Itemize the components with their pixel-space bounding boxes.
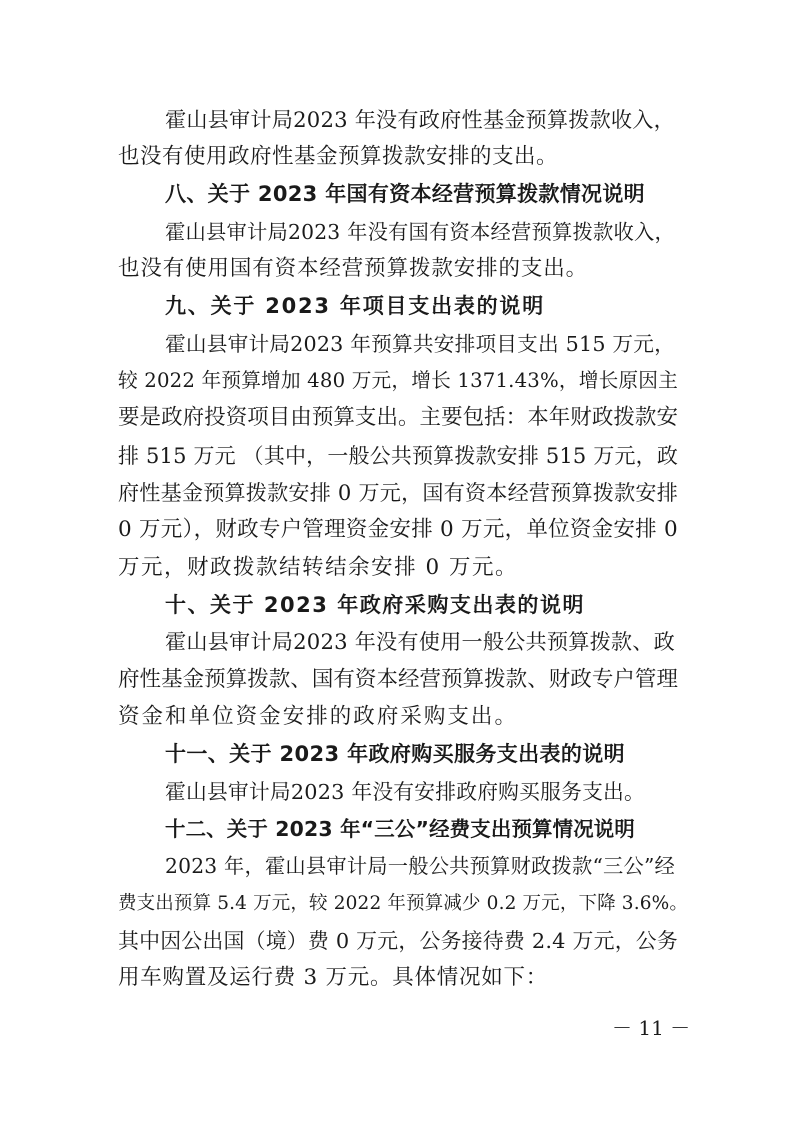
body-line: 霍山县审计局2023 年预算共安排项目支出 515 万元，	[165, 332, 675, 356]
body-line: 霍山县审计局2023 年没有国有资本经营预算拨款收入，	[165, 220, 675, 244]
section-heading-11: 十一、关于 2023 年政府购买服务支出表的说明	[165, 742, 625, 766]
section-heading-9: 九、关于 2023 年项目支出表的说明	[165, 294, 545, 318]
section-heading-10: 十、关于 2023 年政府采购支出表的说明	[165, 593, 585, 617]
body-line: 要是政府投资项目由预算支出。主要包括：本年财政拨款安	[118, 405, 678, 430]
body-line: 用车购置及运行费 3 万元。具体情况如下：	[118, 965, 548, 990]
body-line: 万元，财政拨款结转结余安排 0 万元。	[118, 555, 518, 580]
section-heading-12: 十二、关于 2023 年“三公”经费支出预算情况说明	[165, 817, 635, 841]
body-line: 资金和单位资金安排的政府采购支出。	[118, 704, 518, 729]
body-line: 排 515 万元 （其中，一般公共预算拨款安排 515 万元，政	[118, 444, 678, 468]
body-line: 霍山县审计局2023 年没有政府性基金预算拨款收入，	[165, 107, 675, 132]
body-line: 霍山县审计局2023 年没有使用一般公共预算拨款、政	[165, 629, 675, 654]
page-number: － 11 －	[612, 1016, 691, 1040]
body-line: 0 万元），财政专户管理资金安排 0 万元，单位资金安排 0	[118, 517, 678, 542]
body-line: 也没有使用政府性基金预算拨款安排的支出。	[118, 144, 558, 169]
body-line: 其中因公出国（境）费 0 万元，公务接待费 2.4 万元，公务	[118, 929, 678, 953]
body-line: 也没有使用国有资本经营预算拨款安排的支出。	[118, 256, 588, 281]
body-line: 较 2022 年预算增加 480 万元，增长 1371.43%，增长原因主	[118, 369, 678, 392]
body-line: 费支出预算 5.4 万元，较 2022 年预算减少 0.2 万元，下降 3.6%。	[118, 893, 688, 914]
body-line: 府性基金预算拨款、国有资本经营预算拨款、财政专户管理	[118, 667, 678, 692]
section-heading-8: 八、关于 2023 年国有资本经营预算拨款情况说明	[165, 182, 645, 206]
body-line: 2023 年，霍山县审计局一般公共预算财政拨款“三公”经	[165, 854, 675, 878]
body-line: 霍山县审计局2023 年没有安排政府购买服务支出。	[165, 780, 645, 804]
body-line: 府性基金预算拨款安排 0 万元，国有资本经营预算拨款安排	[118, 480, 678, 505]
